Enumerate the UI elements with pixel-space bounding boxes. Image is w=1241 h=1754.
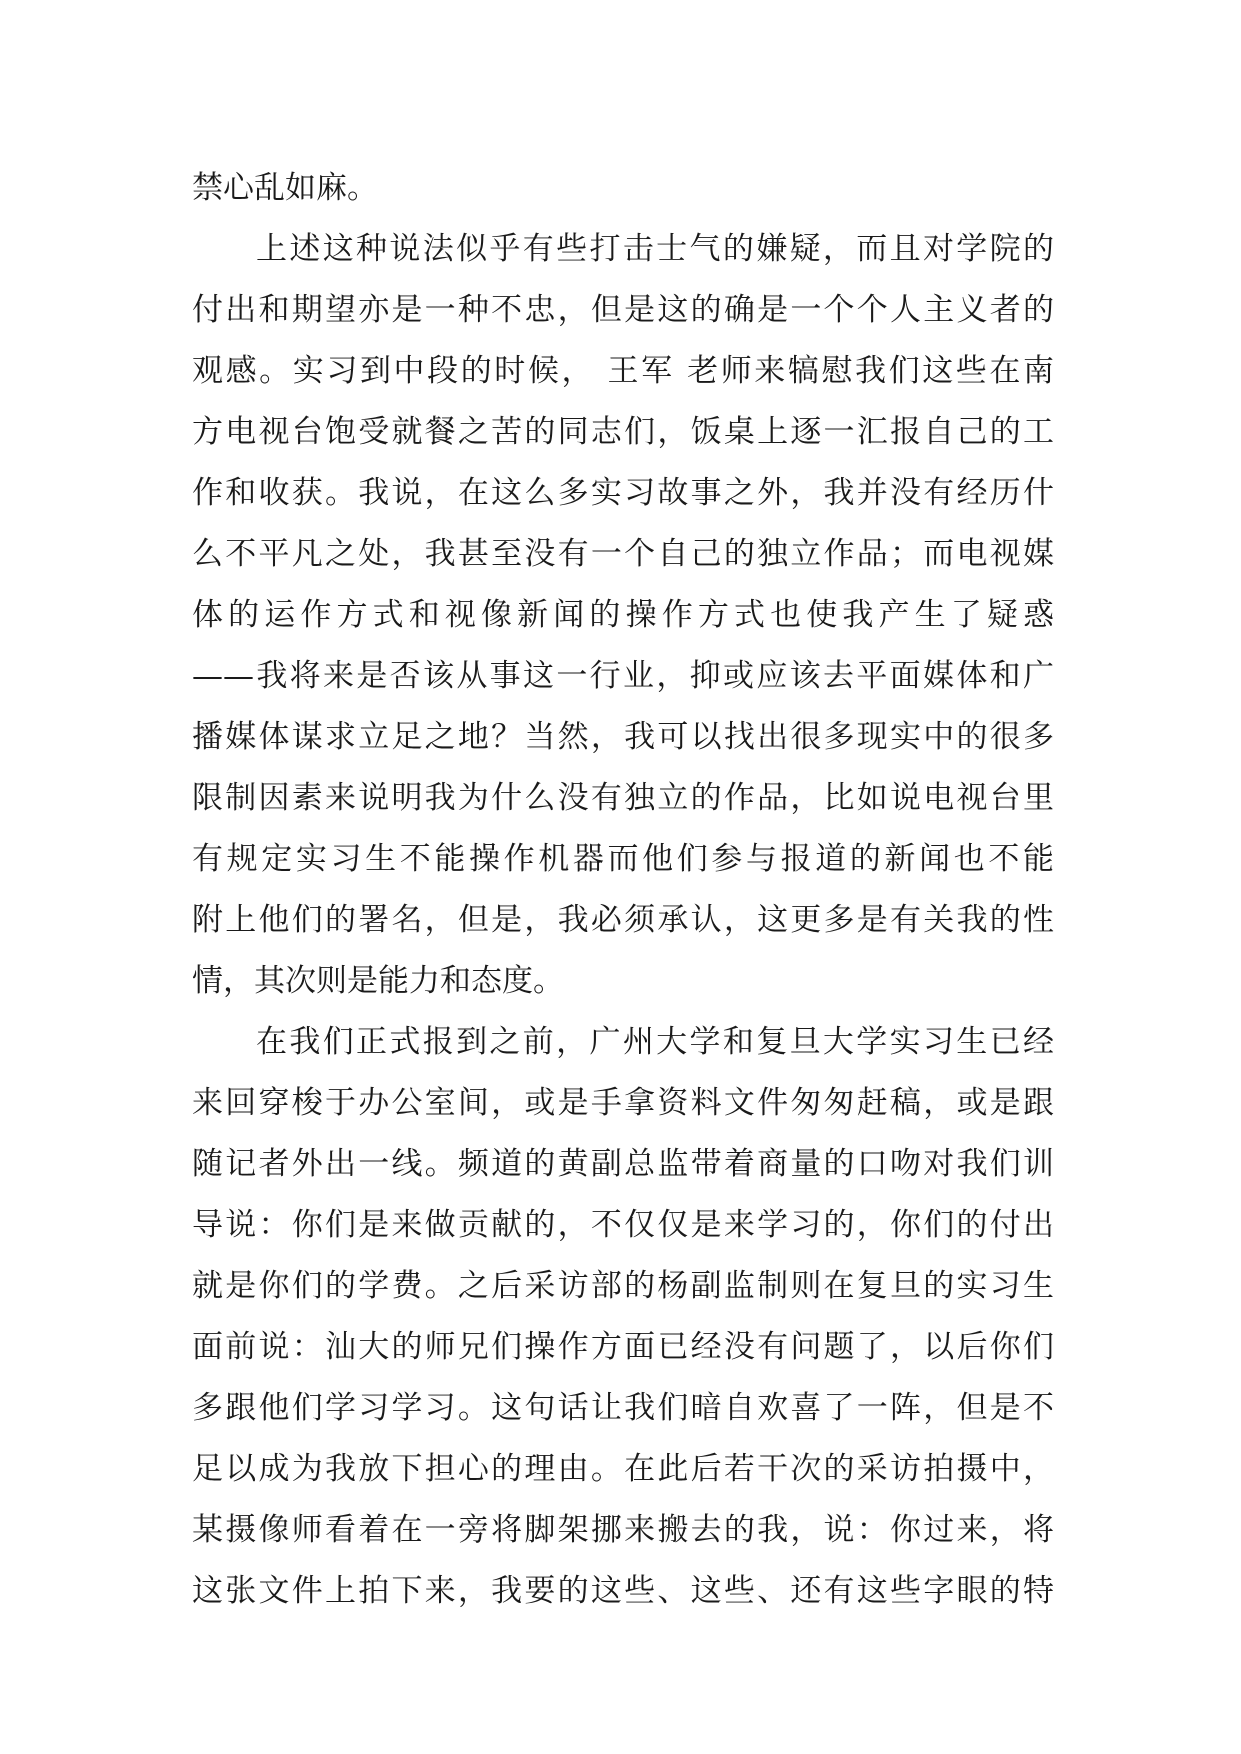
text-line: 足以成为我放下担心的理由。在此后若干次的采访拍摄中， (192, 1451, 1054, 1487)
paragraph-first-line: 在我们正式报到之前，广州大学和复旦大学实习生已经 (256, 1024, 1054, 1060)
text-line: 某摄像师看着在一旁将脚架挪来搬去的我，说：你过来，将 (192, 1512, 1054, 1548)
text-line: 来回穿梭于办公室间，或是手拿资料文件匆匆赶稿，或是跟 (192, 1085, 1054, 1121)
text-line: 播媒体谋求立足之地？当然，我可以找出很多现实中的很多 (192, 719, 1054, 755)
text-line: 面前说：汕大的师兄们操作方面已经没有问题了，以后你们 (192, 1329, 1054, 1365)
paragraph-first-line: 上述这种说法似乎有些打击士气的嫌疑，而且对学院的 (256, 231, 1054, 267)
text-line: 限制因素来说明我为什么没有独立的作品，比如说电视台里 (192, 780, 1054, 816)
text-line: 随记者外出一线。频道的黄副总监带着商量的口吻对我们训 (192, 1146, 1054, 1182)
text-line: 观感。实习到中段的时候， 王军 老师来犒慰我们这些在南 (192, 353, 1054, 389)
text-line: 作和收获。我说，在这么多实习故事之外，我并没有经历什 (192, 475, 1054, 511)
text-line: ——我将来是否该从事这一行业，抑或应该去平面媒体和广 (192, 658, 1054, 694)
body-text (192, 158, 1054, 1622)
text-line: 付出和期望亦是一种不忠，但是这的确是一个个人主义者的 (192, 292, 1054, 328)
text-line: 这张文件上拍下来，我要的这些、这些、还有这些字眼的特 (192, 1573, 1054, 1609)
text-line: 体的运作方式和视像新闻的操作方式也使我产生了疑惑 (192, 597, 1054, 633)
text-line: 有规定实习生不能操作机器而他们参与报道的新闻也不能 (192, 841, 1054, 877)
text-line: 么不平凡之处，我甚至没有一个自己的独立作品；而电视媒 (192, 536, 1054, 572)
text-line: 方电视台饱受就餐之苦的同志们，饭桌上逐一汇报自己的工 (192, 414, 1054, 450)
text-line: 附上他们的署名，但是，我必须承认，这更多是有关我的性 (192, 902, 1054, 938)
text-line: 就是你们的学费。之后采访部的杨副监制则在复旦的实习生 (192, 1268, 1054, 1304)
text-line: 禁心乱如麻。 (192, 170, 378, 206)
text-line: 多跟他们学习学习。这句话让我们暗自欢喜了一阵，但是不 (192, 1390, 1054, 1426)
text-line: 导说：你们是来做贡献的，不仅仅是来学习的，你们的付出 (192, 1207, 1054, 1243)
text-line: 情，其次则是能力和态度。 (192, 963, 564, 999)
